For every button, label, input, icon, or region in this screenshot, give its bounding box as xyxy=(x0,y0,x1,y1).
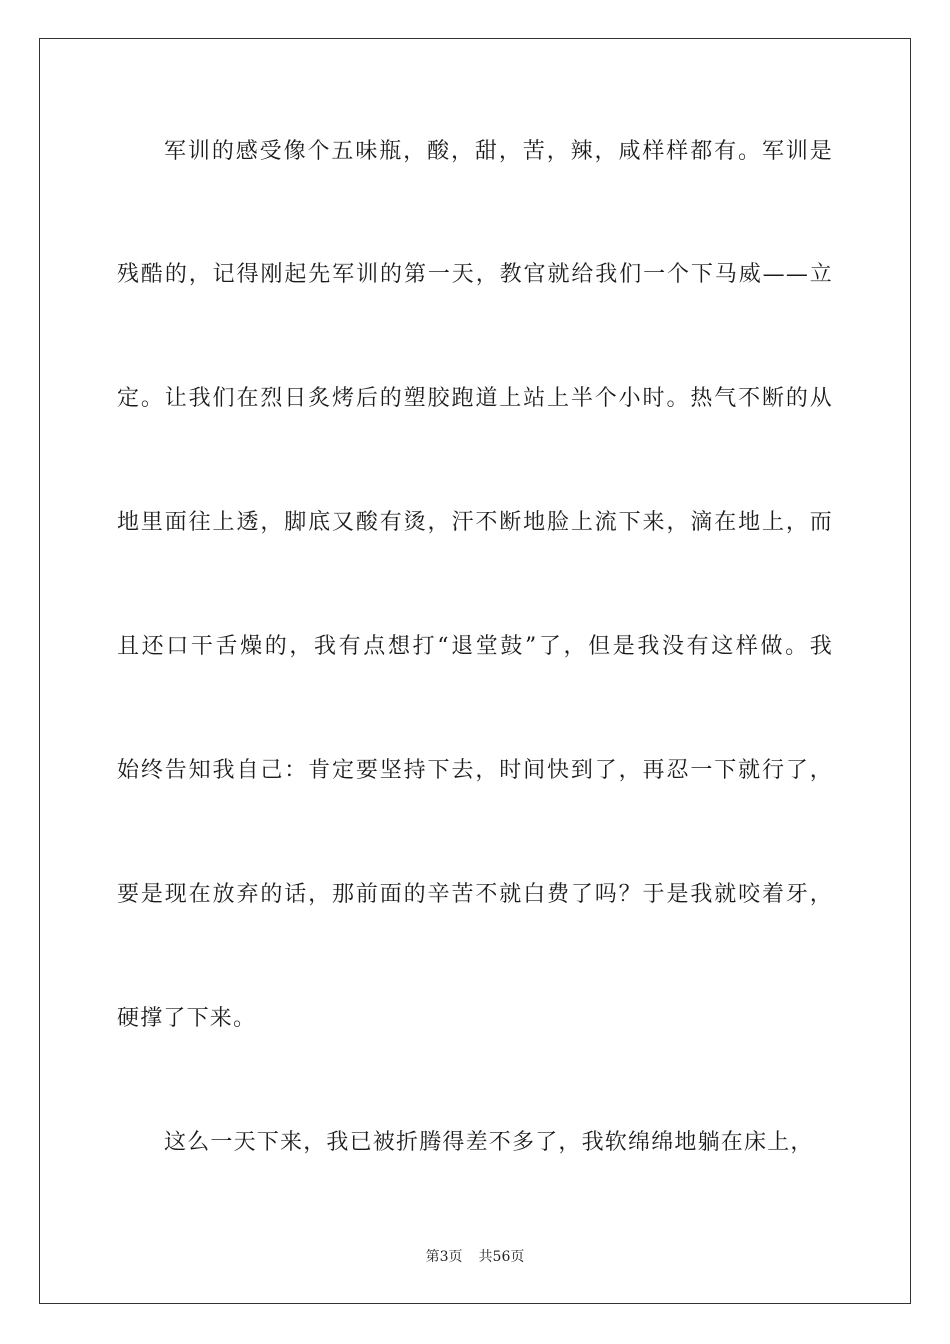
page-total: 共56页 xyxy=(478,1249,525,1265)
paragraph-2-line-1: 这么一天下来，我已被折腾得差不多了，我软绵绵地躺在床上， xyxy=(164,1130,814,1155)
paragraph-1-line-6: 始终告知我自己：肯定要坚持下去，时间快到了，再忍一下就行了， xyxy=(117,758,833,783)
paragraph-1-line-7: 要是现在放弃的话，那前面的辛苦不就白费了吗？于是我就咬着牙， xyxy=(117,882,833,907)
page-border xyxy=(39,38,911,1304)
page-number: 第3页 xyxy=(425,1249,463,1265)
paragraph-1-line-3: 定。让我们在烈日炙烤后的塑胶跑道上站上半个小时。热气不断的从 xyxy=(117,386,833,411)
page-footer xyxy=(0,1248,950,1266)
paragraph-1-line-8: 硬撑了下来。 xyxy=(117,1006,257,1031)
paragraph-1-line-5: 且还口干舌燥的，我有点想打“退堂鼓”了，但是我没有这样做。我 xyxy=(117,634,833,659)
paragraph-1-line-4: 地里面往上透，脚底又酸有烫，汗不断地脸上流下来，滴在地上，而 xyxy=(117,510,833,535)
paragraph-1-line-1: 军训的感受像个五味瓶，酸，甜，苦，辣，咸样样都有。军训是 xyxy=(164,139,833,164)
paragraph-1-line-2: 残酷的，记得刚起先军训的第一天，教官就给我们一个下马威——立 xyxy=(117,262,833,287)
